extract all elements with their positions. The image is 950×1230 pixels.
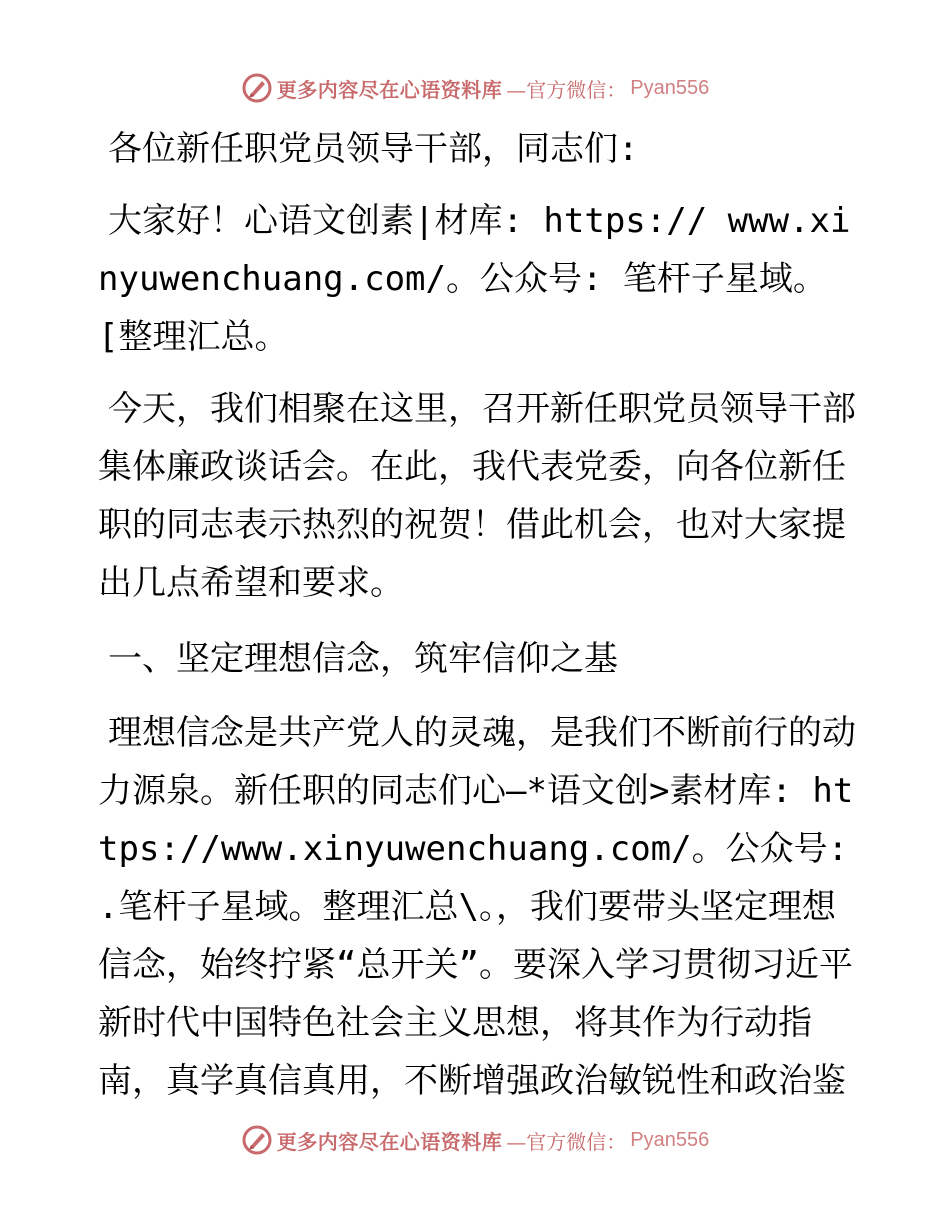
- banner-main-text: 更多内容尽在心语资料库: [276, 77, 503, 102]
- banner-wechat-id: Pyan556: [630, 76, 710, 99]
- paragraph-greeting: 大家好！心语文创素|材库: https:// www.xinyuwenchuang.com/。公众号: 笔杆子星域。[整理汇总。: [98, 201, 851, 357]
- footer-watermark-banner: [0, 1120, 950, 1160]
- salutation: 各位新任职党员领导干部，同志们:: [108, 129, 639, 169]
- banner-wechat-id: Pyan556: [630, 1128, 710, 1151]
- banner-main-text: 更多内容尽在心语资料库: [276, 1129, 503, 1154]
- banner-sub-text: —官方微信：: [506, 1129, 627, 1154]
- section-heading: 一、坚定理想信念，筑牢信仰之基: [108, 639, 618, 679]
- header-watermark-banner: [0, 68, 950, 108]
- banner-sub-text: —官方微信：: [506, 77, 627, 102]
- pen-logo-icon: [241, 72, 273, 104]
- pen-logo-icon: [241, 1124, 273, 1156]
- paragraph-intro: 今天，我们相聚在这里，召开新任职党员领导干部集体廉政谈话会。在此，我代表党委，向各位新任职的同志表示热烈的祝贺！借此机会，也对大家提出几点希望和要求。: [98, 389, 856, 603]
- paragraph-ideals: 理想信念是共产党人的灵魂，是我们不断前行的动力源泉。新任职的同志们心—*语文创>素材库: https://www.xinyuwenchuang.com/。公众号: .笔杆子星域。整理汇总\。，我们要带头坚定理想信念，始终拧紧“总开关”。要深入学习贯彻习近平新时代中国特色社会主义思想，将其作为行动指南，真学真信真用，不断增强政治敏锐性和政治鉴: [98, 713, 856, 1101]
